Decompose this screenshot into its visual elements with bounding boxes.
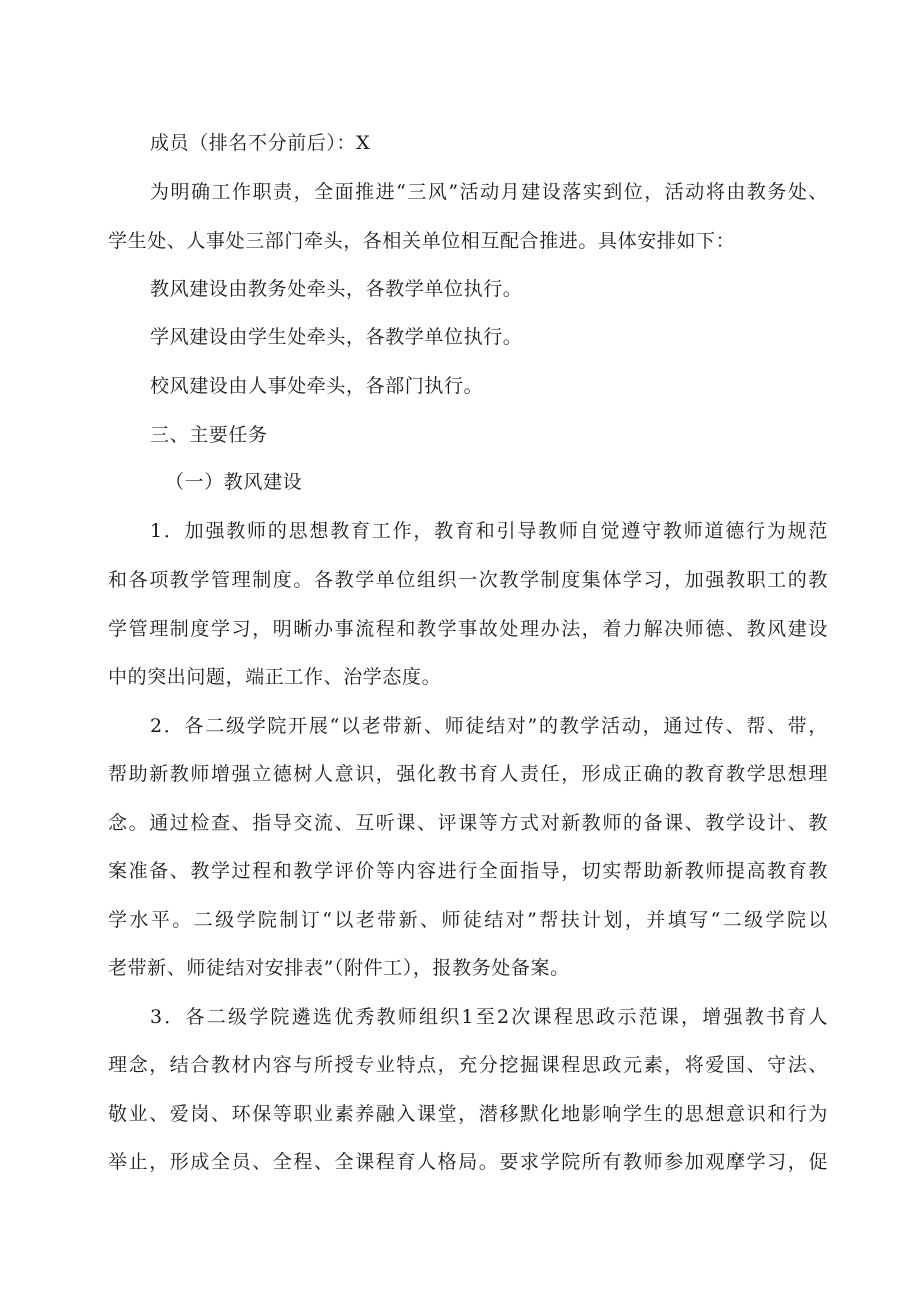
assignment-study-style: 学风建设由学生处牵头，各教学单位执行。 xyxy=(150,326,523,348)
item2-line-3: 念。通过检查、指导交流、互听课、评课等方式对新教师的备课、教学设计、教 xyxy=(108,812,828,834)
item1-line-1: 1．加强教师的思想教育工作，教育和引导教师自觉遵守教师道德行为规范 xyxy=(150,520,828,542)
assignment-school-style: 校风建设由人事处牵头，各部门执行。 xyxy=(150,375,484,397)
item3-line-3: 敬业、爱岗、环保等职业素养融入课堂，潜移默化地影响学生的思想意识和行为 xyxy=(108,1103,828,1125)
members-line: 成员（排名不分前后）：X xyxy=(150,132,371,154)
item3-line-2: 理念，结合教材内容与所授专业特点，充分挖掘课程思政元素，将爱国、守法、 xyxy=(108,1054,828,1076)
item2-line-4: 案准备、教学过程和教学评价等内容进行全面指导，切实帮助新教师提高教育教 xyxy=(108,860,828,882)
responsibility-line-1: 为明确工作职责，全面推进“三风”活动月建设落实到位，活动将由教务处、 xyxy=(150,181,828,203)
item2-line-2: 帮助新教师增强立德树人意识，强化教书育人责任，形成正确的教育教学思想理 xyxy=(108,763,828,785)
assignment-teaching-style: 教风建设由教务处牵头，各教学单位执行。 xyxy=(150,278,523,300)
item1-line-3: 学管理制度学习，明晰办事流程和教学事故处理办法，着力解决师德、教风建设 xyxy=(108,618,828,640)
section-heading: 三、主要任务 xyxy=(150,424,268,446)
item2-line-5: 学水平。二级学院制订“以老带新、师徒结对”帮扶计划，并填写“二级学院以 xyxy=(108,909,828,931)
item3-line-1: 3．各二级学院遴选优秀教师组织1至2次课程思政示范课，增强教书育人 xyxy=(150,1006,828,1028)
item1-line-2: 和各项教学管理制度。各教学单位组织一次教学制度集体学习，加强教职工的教 xyxy=(108,569,828,591)
subsection-heading: （一）教风建设 xyxy=(165,471,303,493)
item2-line-1: 2．各二级学院开展“以老带新、师徒结对”的教学活动，通过传、帮、带， xyxy=(150,715,828,737)
item3-line-4: 举止，形成全员、全程、全课程育人格局。要求学院所有教师参加观摩学习，促 xyxy=(108,1151,828,1173)
item1-line-4: 中的突出问题，端正工作、治学态度。 xyxy=(108,666,442,688)
responsibility-line-2: 学生处、人事处三部门牵头，各相关单位相互配合推进。具体安排如下： xyxy=(108,230,736,252)
item2-line-6: 老带新、师徒结对安排表”（附件工），报教务处备案。 xyxy=(108,957,570,979)
